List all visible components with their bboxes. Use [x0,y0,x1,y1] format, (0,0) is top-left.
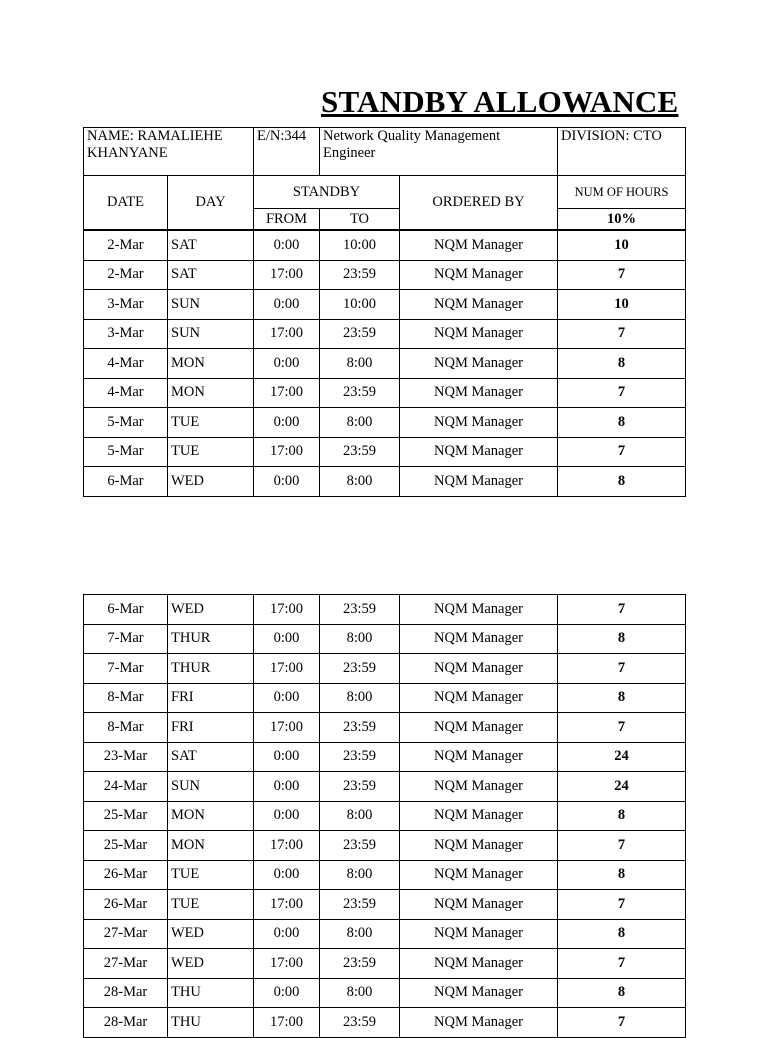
to-cell: 23:59 [320,949,400,979]
employee-position: Network Quality Management Engineer [320,128,558,176]
hours-cell: 8 [558,860,686,890]
table-row [84,624,686,654]
hours-cell: 7 [558,595,686,625]
day-cell: WED [168,949,254,979]
day-cell: TUE [168,890,254,920]
day-cell: THUR [168,624,254,654]
day-cell: SUN [168,772,254,802]
date-cell: 2-Mar [84,231,168,261]
from-cell: 17:00 [254,949,320,979]
hours-cell: 8 [558,349,686,379]
from-cell: 17:00 [254,319,320,349]
table-row [84,595,686,625]
from-cell: 0:00 [254,624,320,654]
day-cell: SUN [168,290,254,320]
date-cell: 6-Mar [84,467,168,497]
day-cell: SAT [168,742,254,772]
hours-cell: 8 [558,919,686,949]
day-cell: TUE [168,437,254,467]
table-row [84,654,686,684]
from-cell: 17:00 [254,713,320,743]
table-row [84,860,686,890]
date-cell: 26-Mar [84,860,168,890]
to-cell: 23:59 [320,654,400,684]
to-cell: 23:59 [320,742,400,772]
from-cell: 0:00 [254,919,320,949]
table-row [84,467,686,497]
date-cell: 7-Mar [84,624,168,654]
table-row [84,1008,686,1038]
from-cell: 0:00 [254,231,320,261]
ordered-by-cell: NQM Manager [400,860,558,890]
hours-cell: 8 [558,978,686,1008]
table-row [84,231,686,261]
date-cell: 6-Mar [84,595,168,625]
to-cell: 8:00 [320,801,400,831]
hours-cell: 7 [558,378,686,408]
from-cell: 17:00 [254,1008,320,1038]
ordered-by-cell: NQM Manager [400,595,558,625]
standby-table-part-2 [83,594,686,1038]
hours-cell: 7 [558,713,686,743]
day-cell: TUE [168,408,254,438]
hours-cell: 7 [558,260,686,290]
ordered-by-cell: NQM Manager [400,408,558,438]
ordered-by-cell: NQM Manager [400,231,558,261]
col-header-standby: STANDBY [254,176,400,209]
to-cell: 23:59 [320,772,400,802]
table-row [84,831,686,861]
date-cell: 4-Mar [84,378,168,408]
date-cell: 3-Mar [84,319,168,349]
ordered-by-cell: NQM Manager [400,831,558,861]
to-cell: 23:59 [320,378,400,408]
table-row [84,290,686,320]
day-cell: MON [168,801,254,831]
day-cell: FRI [168,683,254,713]
col-header-to: TO [320,209,400,230]
hours-cell: 24 [558,742,686,772]
hours-cell: 8 [558,624,686,654]
col-header-percent: 10% [558,209,686,230]
from-cell: 17:00 [254,654,320,684]
ordered-by-cell: NQM Manager [400,949,558,979]
from-cell: 17:00 [254,890,320,920]
day-cell: MON [168,349,254,379]
date-cell: 27-Mar [84,919,168,949]
date-cell: 27-Mar [84,949,168,979]
date-cell: 5-Mar [84,437,168,467]
hours-cell: 7 [558,949,686,979]
ordered-by-cell: NQM Manager [400,378,558,408]
from-cell: 0:00 [254,290,320,320]
date-cell: 25-Mar [84,831,168,861]
ordered-by-cell: NQM Manager [400,978,558,1008]
day-cell: WED [168,467,254,497]
from-cell: 0:00 [254,860,320,890]
ordered-by-cell: NQM Manager [400,772,558,802]
table-row [84,801,686,831]
table-row [84,408,686,438]
table-row [84,713,686,743]
from-cell: 17:00 [254,378,320,408]
col-header-ordered-by: ORDERED BY [400,176,558,230]
hours-cell: 24 [558,772,686,802]
from-cell: 0:00 [254,408,320,438]
to-cell: 8:00 [320,624,400,654]
day-cell: THU [168,1008,254,1038]
hours-cell: 7 [558,654,686,684]
to-cell: 23:59 [320,713,400,743]
ordered-by-cell: NQM Manager [400,654,558,684]
date-cell: 23-Mar [84,742,168,772]
ordered-by-cell: NQM Manager [400,683,558,713]
to-cell: 8:00 [320,978,400,1008]
table-row [84,919,686,949]
table-row [84,378,686,408]
from-cell: 17:00 [254,437,320,467]
from-cell: 0:00 [254,467,320,497]
day-cell: SUN [168,319,254,349]
ordered-by-cell: NQM Manager [400,319,558,349]
to-cell: 10:00 [320,231,400,261]
to-cell: 23:59 [320,595,400,625]
employee-number: E/N:344 [254,128,320,176]
to-cell: 8:00 [320,683,400,713]
ordered-by-cell: NQM Manager [400,467,558,497]
date-cell: 4-Mar [84,349,168,379]
day-cell: FRI [168,713,254,743]
ordered-by-cell: NQM Manager [400,1008,558,1038]
to-cell: 8:00 [320,919,400,949]
hours-cell: 8 [558,801,686,831]
table-row [84,349,686,379]
employee-name: NAME: RAMALIEHE KHANYANE [84,128,254,176]
from-cell: 17:00 [254,831,320,861]
to-cell: 23:59 [320,1008,400,1038]
date-cell: 25-Mar [84,801,168,831]
hours-cell: 8 [558,683,686,713]
table-row [84,260,686,290]
ordered-by-cell: NQM Manager [400,260,558,290]
document-title: STANDBY ALLOWANCE [321,84,679,119]
hours-cell: 10 [558,231,686,261]
to-cell: 8:00 [320,349,400,379]
date-cell: 26-Mar [84,890,168,920]
hours-cell: 10 [558,290,686,320]
date-cell: 28-Mar [84,978,168,1008]
ordered-by-cell: NQM Manager [400,742,558,772]
day-cell: THUR [168,654,254,684]
to-cell: 23:59 [320,437,400,467]
to-cell: 23:59 [320,319,400,349]
hours-cell: 7 [558,319,686,349]
header-table [83,127,686,230]
from-cell: 0:00 [254,349,320,379]
table-row [84,742,686,772]
from-cell: 0:00 [254,772,320,802]
division: DIVISION: CTO [558,128,686,176]
from-cell: 17:00 [254,260,320,290]
day-cell: THU [168,978,254,1008]
hours-cell: 7 [558,437,686,467]
from-cell: 17:00 [254,595,320,625]
day-cell: WED [168,595,254,625]
day-cell: SAT [168,231,254,261]
ordered-by-cell: NQM Manager [400,919,558,949]
col-header-day: DAY [168,176,254,230]
to-cell: 8:00 [320,467,400,497]
to-cell: 23:59 [320,831,400,861]
date-cell: 8-Mar [84,683,168,713]
day-cell: WED [168,919,254,949]
ordered-by-cell: NQM Manager [400,713,558,743]
ordered-by-cell: NQM Manager [400,801,558,831]
day-cell: MON [168,831,254,861]
date-cell: 3-Mar [84,290,168,320]
table-row [84,949,686,979]
date-cell: 5-Mar [84,408,168,438]
table-row [84,319,686,349]
col-header-from: FROM [254,209,320,230]
table-row [84,772,686,802]
day-cell: MON [168,378,254,408]
from-cell: 0:00 [254,978,320,1008]
table-row [84,683,686,713]
from-cell: 0:00 [254,742,320,772]
from-cell: 0:00 [254,683,320,713]
col-header-num-hours: NUM OF HOURS [558,176,686,209]
hours-cell: 7 [558,1008,686,1038]
to-cell: 10:00 [320,290,400,320]
standby-table-part-1 [83,230,686,497]
date-cell: 7-Mar [84,654,168,684]
table-row [84,978,686,1008]
to-cell: 8:00 [320,860,400,890]
date-cell: 2-Mar [84,260,168,290]
ordered-by-cell: NQM Manager [400,437,558,467]
to-cell: 8:00 [320,408,400,438]
hours-cell: 8 [558,408,686,438]
date-cell: 24-Mar [84,772,168,802]
table-row [84,437,686,467]
date-cell: 28-Mar [84,1008,168,1038]
table-row [84,890,686,920]
ordered-by-cell: NQM Manager [400,349,558,379]
ordered-by-cell: NQM Manager [400,290,558,320]
hours-cell: 7 [558,831,686,861]
col-header-date: DATE [84,176,168,230]
to-cell: 23:59 [320,890,400,920]
day-cell: SAT [168,260,254,290]
ordered-by-cell: NQM Manager [400,624,558,654]
hours-cell: 8 [558,467,686,497]
ordered-by-cell: NQM Manager [400,890,558,920]
date-cell: 8-Mar [84,713,168,743]
day-cell: TUE [168,860,254,890]
hours-cell: 7 [558,890,686,920]
to-cell: 23:59 [320,260,400,290]
from-cell: 0:00 [254,801,320,831]
